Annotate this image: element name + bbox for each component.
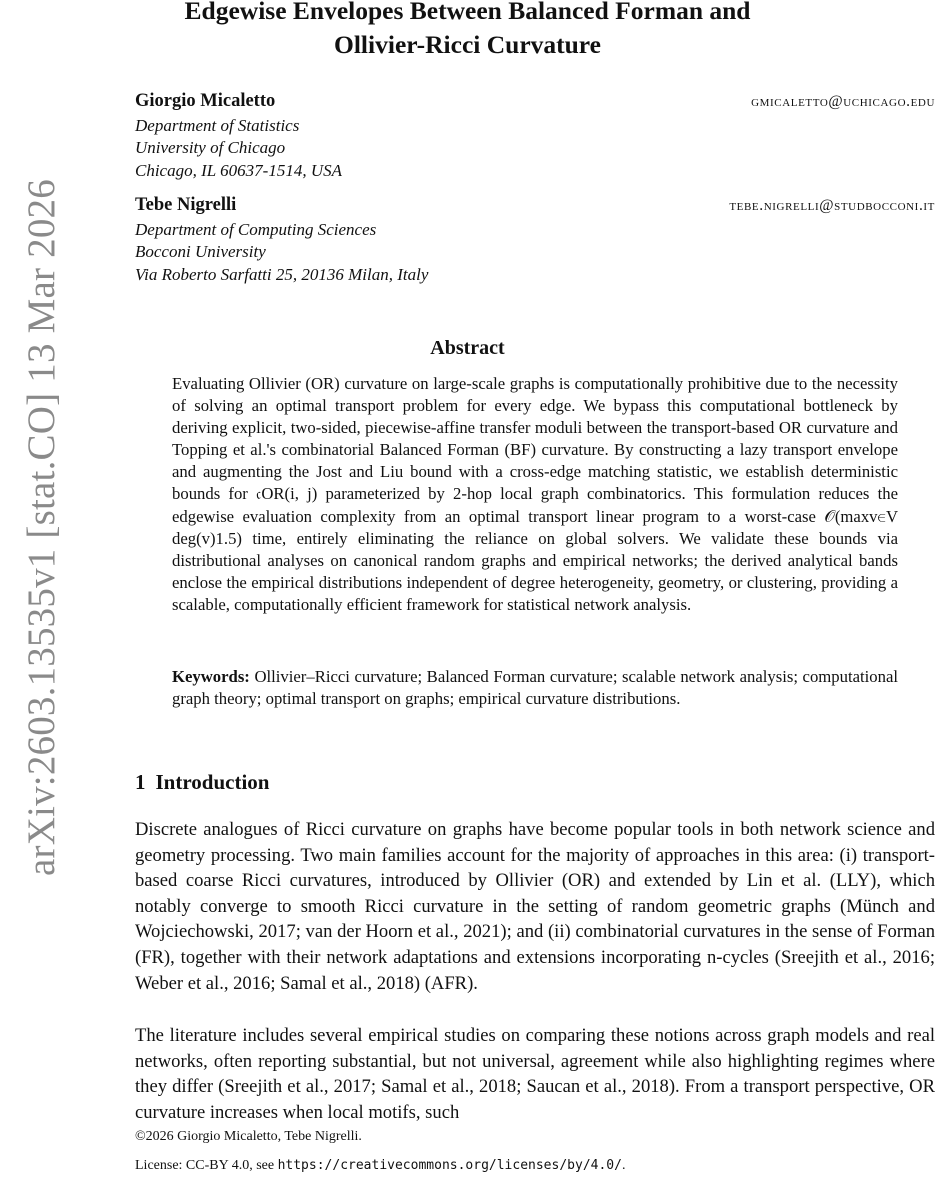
license-url-link[interactable]: https://creativecommons.org/licenses/by/4.0/	[277, 1158, 622, 1173]
copyright-footnote: ©2026 Giorgio Micaletto, Tebe Nigrelli.	[135, 1129, 362, 1144]
title-line-2: Ollivier-Ricci Curvature	[334, 30, 601, 59]
keywords-text: Ollivier–Ricci curvature; Balanced Forman curvature; scalable network analysis; computational graph theory; optimal transport on graphs; empirical curvature distributions.	[172, 667, 898, 708]
keywords-label: Keywords:	[172, 667, 250, 686]
author-block-2	[135, 195, 935, 286]
author-affiliation-line: Chicago, IL 60637-1514, USA	[135, 160, 342, 180]
author-affiliation-line: University of Chicago	[135, 138, 286, 158]
paper-title	[0, 0, 935, 62]
intro-paragraph: Discrete analogues of Ricci curvature on graphs have become popular tools in both network science and geometry processing. Two main families account for the majority of approaches in this area: (i) transport-based coarse Ricci curvatures, introduced by Ollivier (OR) and extended by Lin et al. (LLY), which notably converge to smooth Ricci curvature in the setting of random geometric graphs (Münch and Wojciechowski, 2017; van der Hoorn et al., 2021); and (ii) combinatorial curvatures in the sense of Forman (FR), together with their network adaptations and extensions incorporating n-cycles (Sreejith et al., 2016; Weber et al., 2016; Samal et al., 2018) (AFR).	[135, 819, 935, 994]
abstract-text: Evaluating Ollivier (OR) curvature on large-scale graphs is computationally prohibitive due to the necessity of solving an optimal transport problem for every edge. We bypass this computational bottleneck by deriving explicit, two-sided, piecewise-affine transfer moduli between the transport-based OR curvature and Topping et al.'s combinatorial Balanced Forman (BF) curvature. By constructing a lazy transport envelope and augmenting the Jost and Liu bound with a cross-edge matching statistic, we establish deterministic bounds for 𝔠OR(i, j) parameterized by 2-hop local graph combinatorics. This formulation reduces the edgewise evaluation complexity from an optimal transport linear program to a worst-case 𝒪(maxv∈V deg(v)1.5) time, entirely eliminating the reliance on global solvers. We validate these bounds via distributional analyses on canonical random graphs and empirical networks; the derived analytical bands enclose the empirical distributions independent of degree heterogeneity, geometry, or clustering, providing a scalable, computationally efficient framework for statistical network analysis.	[172, 374, 898, 614]
abstract-heading: Abstract	[430, 337, 505, 359]
section-title: Introduction	[155, 770, 270, 794]
author-affiliation-line: Department of Statistics	[135, 116, 300, 135]
author-block-1	[135, 91, 935, 182]
title-line-1: Edgewise Envelopes Between Balanced Forman and	[184, 0, 751, 25]
intro-paragraph: The literature includes several empirical studies on comparing these notions across graph models and real networks, often reporting substantial, but not universal, agreement while also highlighting regimes where they differ (Sreejith et al., 2017; Samal et al., 2018; Saucan et al., 2018). From a transport perspective, OR curvature increases when local motifs, such	[135, 1025, 935, 1123]
license-prefix: License: CC-BY 4.0, see	[135, 1158, 278, 1173]
author-email[interactable]: tebe.nigrelli@studbocconi.it	[729, 197, 935, 214]
section-heading-introduction	[135, 770, 269, 795]
author-affiliation-line: Department of Computing Sciences	[135, 220, 377, 239]
license-footnote	[135, 1158, 925, 1174]
section-number: 1	[135, 770, 146, 794]
author-name: Tebe Nigrelli	[135, 195, 237, 215]
author-email[interactable]: gmicaletto@uchicago.edu	[751, 93, 935, 110]
author-affiliation-line: Via Roberto Sarfatti 25, 20136 Milan, Italy	[135, 264, 429, 284]
arxiv-margin-stamp: arXiv:2603.13535v1 [stat.CO] 13 Mar 2026	[20, 179, 63, 876]
author-affiliation-line: Bocconi University	[135, 242, 266, 262]
author-name: Giorgio Micaletto	[135, 91, 276, 111]
license-suffix: .	[621, 1158, 626, 1173]
keywords-paragraph	[172, 666, 898, 710]
